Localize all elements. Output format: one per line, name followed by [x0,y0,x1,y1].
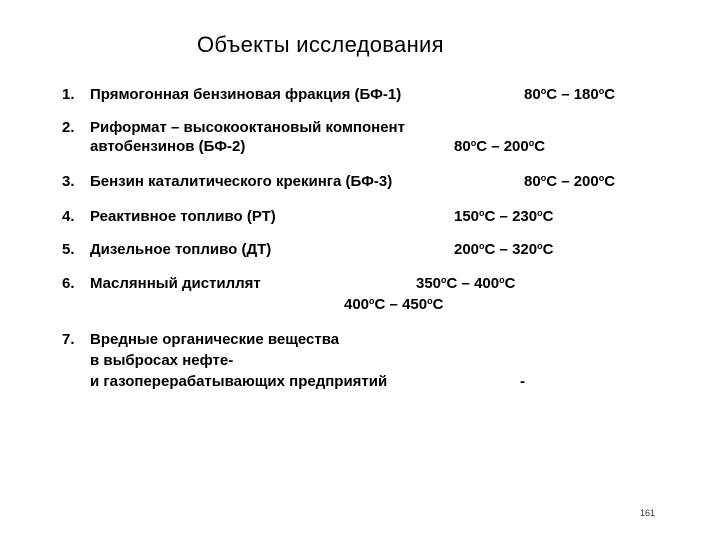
item-5-text: Дизельное топливо (ДТ) [90,241,272,258]
item-7-number: 7. [62,331,75,348]
item-2-text-line2: автобензинов (БФ-2) [90,138,246,155]
item-1-text: Прямогонная бензиновая фракция (БФ-1) [90,86,402,103]
item-5-number: 5. [62,241,75,258]
item-5-range: 200$^o$С – 320$^o$С [454,241,554,258]
item-2-range: 80$^o$С – 200$^o$С [454,138,546,155]
item-6-range-2: 400$^o$С – 450$^o$С [344,296,444,313]
item-2-text-line1: Риформат – высокооктановый компонент [90,119,405,136]
item-7-text-line3: и газоперерабатывающих предприятий [90,373,388,390]
item-7-text-line1: Вредные органические вещества [90,331,340,348]
page-title: Объекты исследования [197,32,444,57]
item-6-text: Маслянный дистиллят [90,275,261,292]
page-number: 161 [640,508,656,518]
item-3-range: 80$^o$С – 200$^o$С [524,173,616,190]
item-4-number: 4. [62,208,75,225]
item-1-number: 1. [62,86,75,103]
item-3-text: Бензин каталитического крекинга (БФ-3) [90,173,393,190]
item-2-number: 2. [62,119,75,136]
item-4-range: 150$^o$С – 230$^o$С [454,208,554,225]
item-6-number: 6. [62,275,75,292]
item-4-text: Реактивное топливо (РТ) [90,208,276,225]
item-7-text-line2: в выбросах нефте- [90,352,234,369]
item-7-range: - [520,373,525,390]
item-3-number: 3. [62,173,75,190]
item-1-range: 80$^o$С – 180$^o$С [524,86,616,103]
item-6-range: 350$^o$С – 400$^o$С [416,275,516,292]
